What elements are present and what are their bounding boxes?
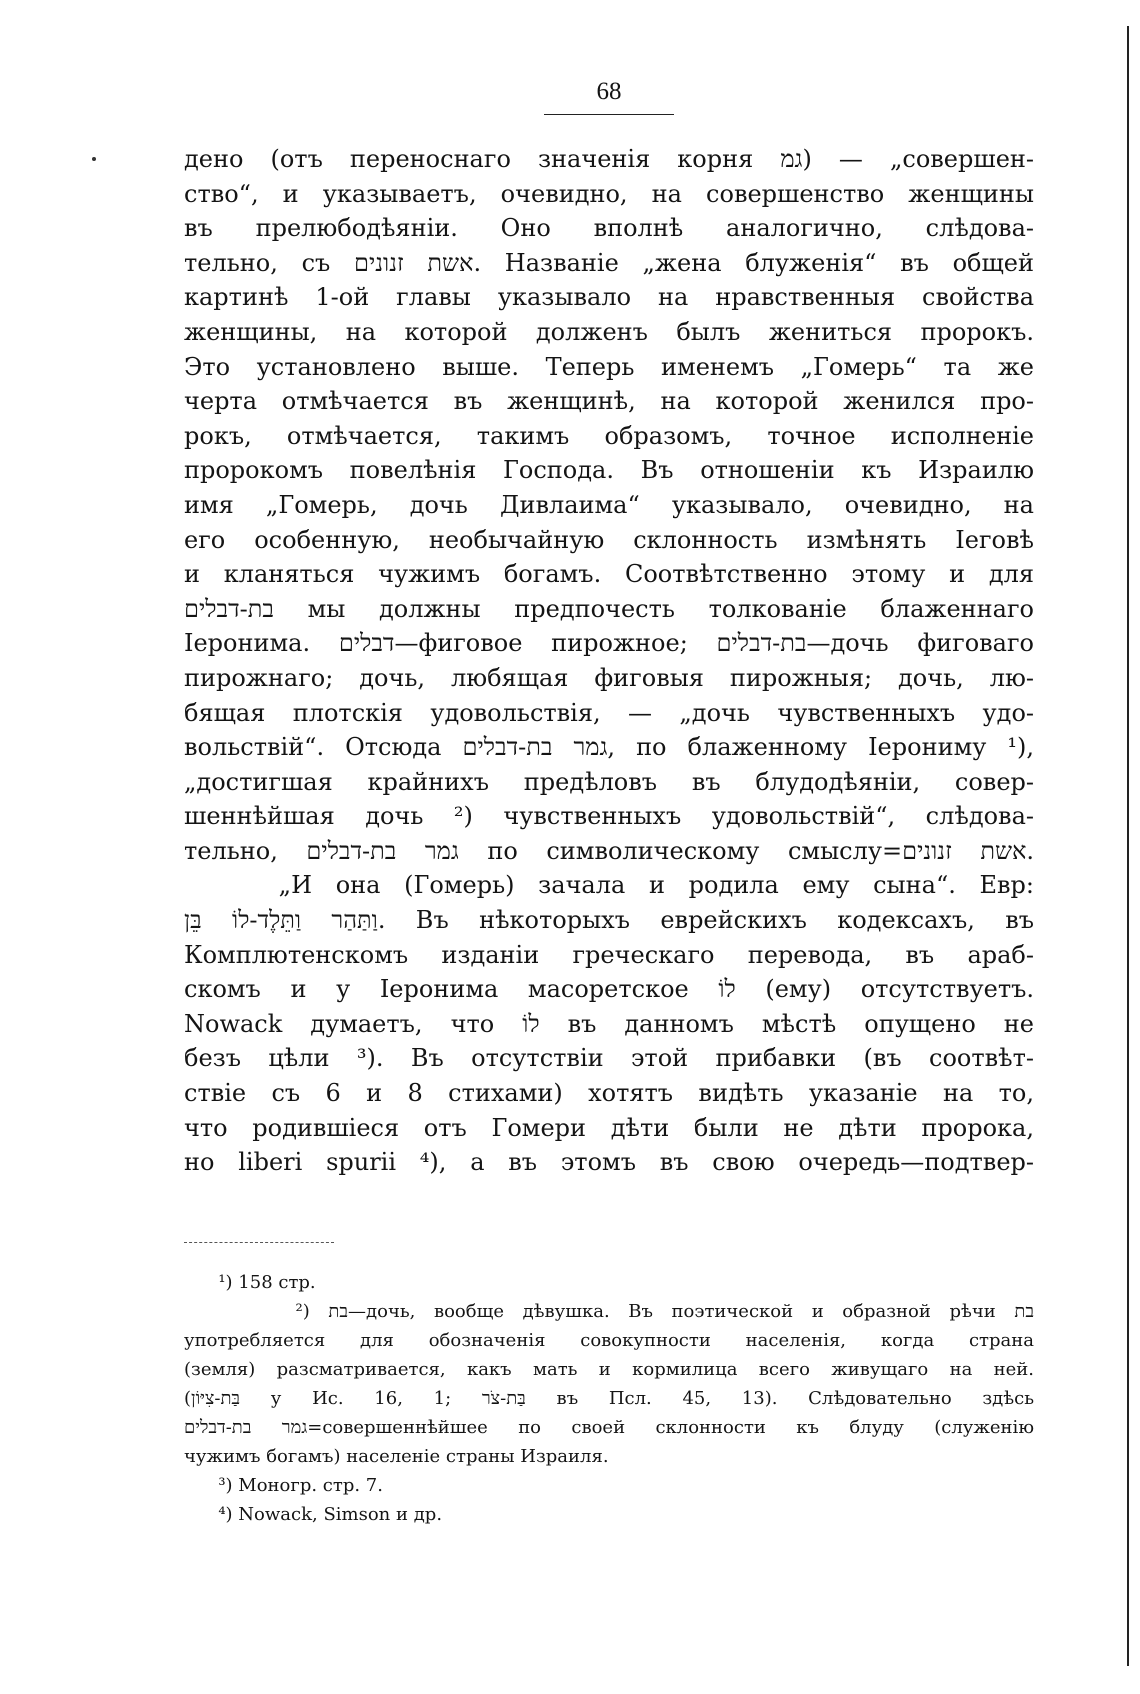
text-line: бящая плотскія удовольствія, — „дочь чувственныхъ удо-	[184, 698, 1034, 727]
text-line: вольствій“. Отсюда גמר בת-דבלים, по блаженному Іерониму ¹),	[184, 733, 1034, 762]
text-line: картинѣ 1-ой главы указывало на нравственныя свойства	[184, 283, 1034, 312]
text-line: безъ цѣли ³). Въ отсутствіи этой прибавки (въ соотвѣт-	[184, 1044, 1034, 1073]
footnote-line: גמר בת-דבלים=совершеннѣйшее по своей склонности къ блуду (служенію	[184, 1417, 1034, 1438]
text-line: пророкомъ повелѣнія Господа. Въ отношеніи къ Израилю	[184, 456, 1034, 485]
text-line: Комплютенскомъ изданіи греческаго перевода, въ араб-	[184, 940, 1034, 969]
text-line: וַתַּהַר וַתֵּלֶד-לוֹ בֵּן. Въ нѣкоторыхъ еврейскихъ кодексахъ, въ	[184, 906, 1034, 935]
footnote-line: (בַּת-צִיּוֹן у Ис. 16, 1; בַּת-צֹר въ Псл. 45, 13). Слѣдовательно здѣсь	[184, 1388, 1034, 1409]
footnote-line: ²) בת—дочь, вообще дѣвушка. Въ поэтической и образной рѣчи בת	[184, 1301, 1034, 1322]
text-line: имя „Гомерь, дочь Дивлаима“ указывало, очевидно, на	[184, 490, 1034, 519]
footnote-separator	[184, 1242, 334, 1243]
text-line: но liberi spurii ⁴), а въ этомъ въ свою очередь—подтвер-	[184, 1148, 1034, 1177]
text-line: черта отмѣчается въ женщинѣ, на которой женился про-	[184, 387, 1034, 416]
text-line: пирожнаго; дочь, любящая фиговыя пирожныя; дочь, лю-	[184, 663, 1034, 692]
text-line: ство“, и указываетъ, очевидно, на совершенство женщины	[184, 179, 1034, 208]
text-line: тельно, גמר בת-דבלים по символическому смыслу=אשת זנונים.	[184, 836, 1034, 865]
text-line: „И она (Гомерь) зачала и родила ему сына“. Евр:	[184, 871, 1034, 900]
footnote-line: ¹) 158 стр.	[184, 1272, 316, 1293]
text-line: рокъ, отмѣчается, такимъ образомъ, точное исполненіе	[184, 421, 1034, 450]
footnotes	[184, 1268, 1034, 1529]
margin-mark	[92, 157, 96, 161]
page-edge-rule	[1127, 26, 1129, 1666]
main-text	[184, 142, 1034, 1180]
text-line: Это установлено выше. Теперь именемъ „Гомерь“ та же	[184, 352, 1034, 381]
footnote-line: чужимъ богамъ) населеніе страны Израиля.	[184, 1446, 609, 1467]
footnote-line: (земля) разсматривается, какъ мать и кормилица всего живущаго на ней.	[184, 1359, 1034, 1380]
text-line: его особенную, необычайную склонность измѣнять Іеговѣ	[184, 525, 1034, 554]
text-line: тельно, съ אשת זנונים. Названіе „жена блуженія“ въ общей	[184, 248, 1034, 277]
text-line: что родившіеся отъ Гомери дѣти были не дѣти пророка,	[184, 1113, 1034, 1142]
text-line: скомъ и у Іеронима масоретское לוֹ (ему) отсутствуетъ.	[184, 975, 1034, 1004]
page-number: 68	[596, 78, 622, 105]
text-line: и кланяться чужимъ богамъ. Соотвѣтственно этому и для	[184, 560, 1034, 589]
text-line: въ прелюбодѣяніи. Оно вполнѣ аналогично, слѣдова-	[184, 214, 1034, 243]
footnote-line: ³) Моногр. стр. 7.	[184, 1475, 383, 1496]
text-line: женщины, на которой долженъ былъ жениться пророкъ.	[184, 317, 1034, 346]
text-line: Іеронима. דבלים—фиговое пирожное; בת-דבלים—дочь фиговаго	[184, 629, 1034, 658]
text-line: дено (отъ переноснаго значенія корня גמ) — „совершен-	[184, 145, 1034, 173]
footnote-line: употребляется для обозначенія совокупности населенія, когда страна	[184, 1330, 1034, 1351]
text-line: шеннѣйшая дочь ²) чувственныхъ удовольствій“, слѣдова-	[184, 802, 1034, 831]
text-line: ствіе съ 6 и 8 стихами) хотятъ видѣть указаніе на то,	[184, 1079, 1034, 1108]
footnote-line: ⁴) Nowack, Simson и др.	[184, 1504, 443, 1525]
text-line: „достигшая крайнихъ предѣловъ въ блудодѣяніи, совер-	[184, 767, 1034, 796]
text-line: Nowack думаетъ, что לוֹ въ данномъ мѣстѣ опущено не	[184, 1009, 1034, 1038]
page-number-rule	[544, 114, 674, 115]
text-line: בת-דבלים мы должны предпочесть толкованіе блаженнаго	[184, 594, 1034, 623]
